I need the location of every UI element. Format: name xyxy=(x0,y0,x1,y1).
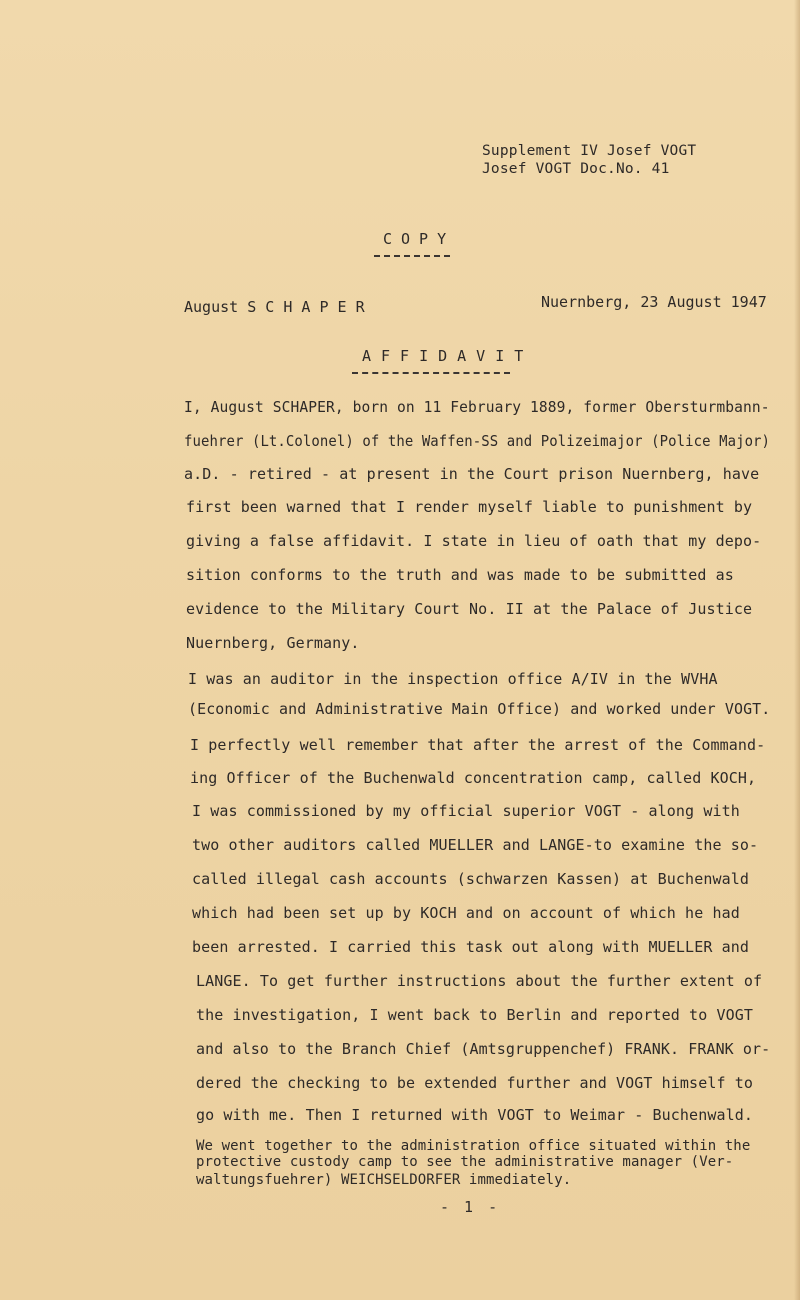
body-line: first been warned that I render myself liable to punishment by xyxy=(186,498,753,516)
author-name: August S C H A P E R xyxy=(184,298,365,316)
copy-heading: COPY xyxy=(383,230,456,248)
body-line: which had been set up by KOCH and on account of which he had xyxy=(192,904,740,922)
body-line: two other auditors called MUELLER and LANGE-to examine the so- xyxy=(192,836,759,854)
affidavit-underline xyxy=(352,372,510,374)
page-number: - 1 - xyxy=(440,1198,501,1216)
body-line: sition conforms to the truth and was made to be submitted as xyxy=(186,566,734,584)
supplement-line-2: Josef VOGT Doc.No. 41 xyxy=(482,161,670,177)
supplement-line-1: Supplement IV Josef VOGT xyxy=(482,143,697,159)
place-date: Nuernberg, 23 August 1947 xyxy=(541,293,767,311)
copy-underline xyxy=(374,255,450,257)
body-line: I perfectly well remember that after the arrest of the Command- xyxy=(190,736,766,754)
body-line: Nuernberg, Germany. xyxy=(186,634,360,652)
body-line: ing Officer of the Buchenwald concentration camp, called KOCH, xyxy=(190,769,757,787)
body-line: fuehrer (Lt.Colonel) of the Waffen-SS and Polizeimajor (Police Major) xyxy=(184,432,771,450)
body-line: I was commissioned by my official superior VOGT - along with xyxy=(192,802,740,820)
body-line: evidence to the Military Court No. II at the Palace of Justice xyxy=(186,600,753,618)
body-line: been arrested. I carried this task out along with MUELLER and xyxy=(192,938,749,956)
body-line: giving a false affidavit. I state in lieu of oath that my depo- xyxy=(186,532,762,550)
body-line: and also to the Branch Chief (Amtsgruppenchef) FRANK. FRANK or- xyxy=(196,1040,771,1058)
body-line: called illegal cash accounts (schwarzen Kassen) at Buchenwald xyxy=(192,870,749,888)
body-line: a.D. - retired - at present in the Court prison Nuernberg, have xyxy=(184,465,760,483)
body-line: We went together to the administration office situated within the xyxy=(196,1138,751,1154)
body-line: waltungsfuehrer) WEICHSELDORFER immediately. xyxy=(196,1172,572,1188)
page-edge-shadow xyxy=(794,0,800,1300)
body-line: I, August SCHAPER, born on 11 February 1889, former Obersturmbann- xyxy=(184,398,770,416)
body-line: (Economic and Administrative Main Office) and worked under VOGT. xyxy=(188,700,771,718)
body-line: I was an auditor in the inspection office A/IV in the WVHA xyxy=(188,670,718,688)
body-line: go with me. Then I returned with VOGT to Weimar - Buchenwald. xyxy=(196,1106,753,1124)
body-line: dered the checking to be extended further and VOGT himself to xyxy=(196,1074,753,1092)
body-line: protective custody camp to see the administrative manager (Ver- xyxy=(196,1154,734,1170)
affidavit-heading: AFFIDAVIT xyxy=(362,347,534,365)
body-line: LANGE. To get further instructions about the further extent of xyxy=(196,972,763,990)
body-line: the investigation, I went back to Berlin and reported to VOGT xyxy=(196,1006,753,1024)
